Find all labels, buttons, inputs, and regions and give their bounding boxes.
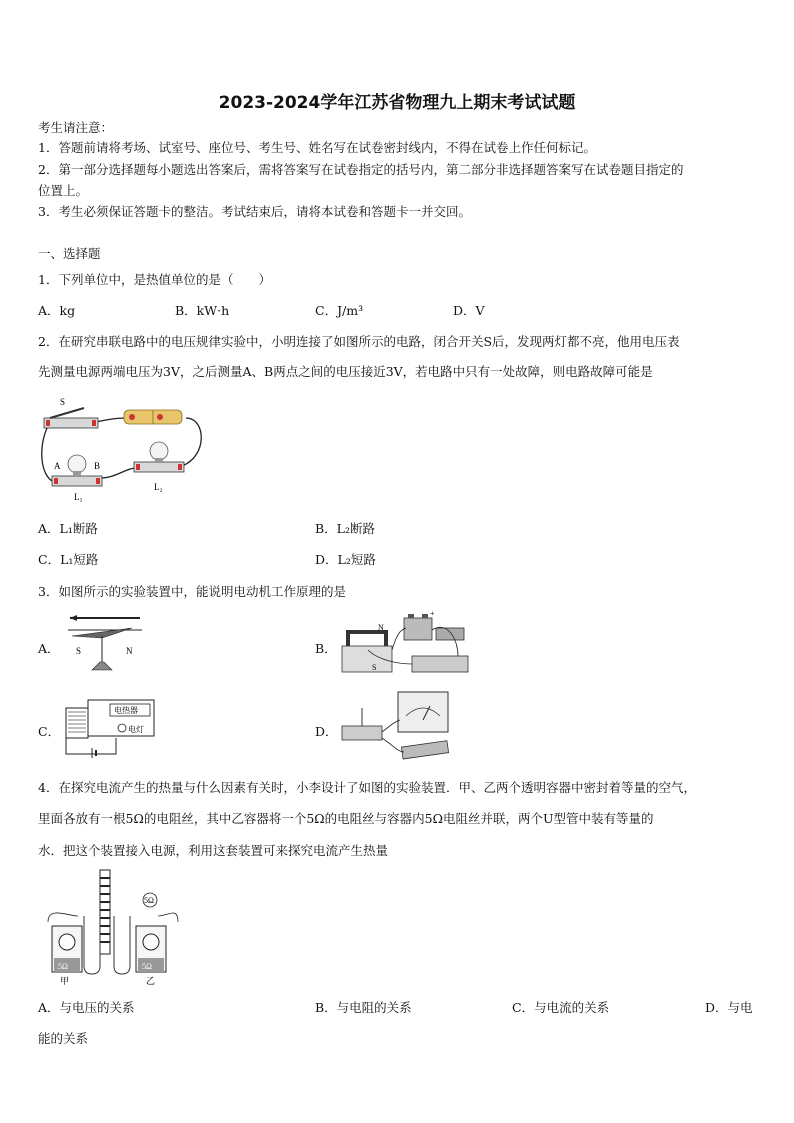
compass-s-label: S	[76, 646, 82, 656]
q3-option-d-letter: D．	[315, 724, 338, 739]
page-title: 2023-2024学年江苏省物理九上期末考试试题	[218, 93, 576, 113]
switch-label: S	[60, 397, 66, 407]
q4-stem-line3: 水．把这个装置接入电源，利用这套装置可来探究电流产生热量	[38, 843, 389, 858]
q4-option-b: B．与电阻的关系	[315, 1000, 412, 1015]
section-heading: 一、选择题	[38, 246, 101, 261]
svg-text:+: +	[430, 610, 435, 618]
q3-stem: 3．如图所示的实验装置中，能说明电动机工作原理的是	[38, 584, 346, 599]
point-b-label: B	[94, 461, 101, 471]
left-resistor-label: 5Ω	[58, 962, 68, 971]
q2-circuit-figure	[36, 396, 211, 506]
q3-figure-c-relay	[62, 692, 158, 760]
outer-resistor-label: 5Ω	[144, 896, 154, 905]
q1-option-d: D．V	[453, 303, 485, 318]
l2-label: L₂	[154, 482, 163, 492]
notice-item: 2．第一部分选择题每小题选出答案后，需将答案写在试卷指定的括号内，第二部分非选择题答案写在试卷题目指定的	[38, 162, 684, 177]
q2-option-c: C．L₁短路	[38, 552, 99, 567]
notice-item: 1．答题前请将考场、试室号、座位号、考生号、姓名写在试卷密封线内，不得在试卷上作任何标记。	[38, 140, 596, 155]
q3-option-a-letter: A．	[38, 641, 60, 656]
q3-figure-b-apparatus	[338, 610, 478, 680]
magnet-n-label: N	[378, 623, 384, 632]
magnet-s-label: S	[372, 663, 377, 672]
heater-label: 电热器	[114, 706, 138, 715]
q2-option-d: D．L₂短路	[315, 552, 376, 567]
q4-option-d-continued: 能的关系	[38, 1031, 89, 1046]
q4-option-d: D．与电	[705, 1000, 753, 1015]
q1-stem: 1．下列单位中，是热值单位的是（ ）	[38, 272, 271, 287]
lamp-label: 电灯	[128, 725, 144, 734]
q3-option-c-letter: C．	[38, 724, 61, 739]
notice-item: 位置上。	[38, 183, 89, 198]
q2-option-a: A．L₁断路	[38, 521, 98, 536]
q3-figure-a-compass	[62, 612, 147, 676]
q2-stem-line2: 先测量电源两端电压为3V，之后测量A、B两点之间的电压接近3V，若电路中只有一处故障，则电路故障可能是	[38, 364, 653, 379]
q4-option-a: A．与电压的关系	[38, 1000, 135, 1015]
q1-option-b: B．kW·h	[175, 303, 230, 318]
container-jia-label: 甲	[60, 976, 70, 986]
q4-option-c: C．与电流的关系	[512, 1000, 610, 1015]
container-yi-label: 乙	[146, 976, 156, 986]
notice-heading: 考生请注意：	[38, 120, 114, 135]
q1-option-a: A．kg	[38, 303, 76, 318]
right-resistor-label: 5Ω	[142, 962, 152, 971]
compass-n-label: N	[126, 646, 133, 656]
l1-label: L₁	[74, 492, 83, 502]
q4-stem-line2: 里面各放有一根5Ω的电阻丝，其中乙容器将一个5Ω的电阻丝与容器内5Ω电阻丝并联，两个U型管中装有等量的	[38, 811, 654, 826]
notice-item: 3．考生必须保证答题卡的整洁。考试结束后，请将本试卷和答题卡一并交回。	[38, 204, 471, 219]
q3-figure-d-apparatus	[338, 686, 470, 762]
point-a-label: A	[54, 461, 61, 471]
q2-option-b: B．L₂断路	[315, 521, 375, 536]
q3-option-b-letter: B．	[315, 641, 337, 656]
q4-joule-apparatus-figure	[38, 866, 188, 990]
q2-stem-line1: 2．在研究串联电路中的电压规律实验中，小明连接了如图所示的电路，闭合开关S后，发现两灯都不亮，他用电压表	[38, 334, 680, 349]
q1-option-c: C．J/m³	[315, 303, 364, 318]
q4-stem-line1: 4．在探究电流产生的热量与什么因素有关时，小李设计了如图的实验装置．甲、乙两个透明容器中密封着等量的空气，	[38, 780, 696, 795]
